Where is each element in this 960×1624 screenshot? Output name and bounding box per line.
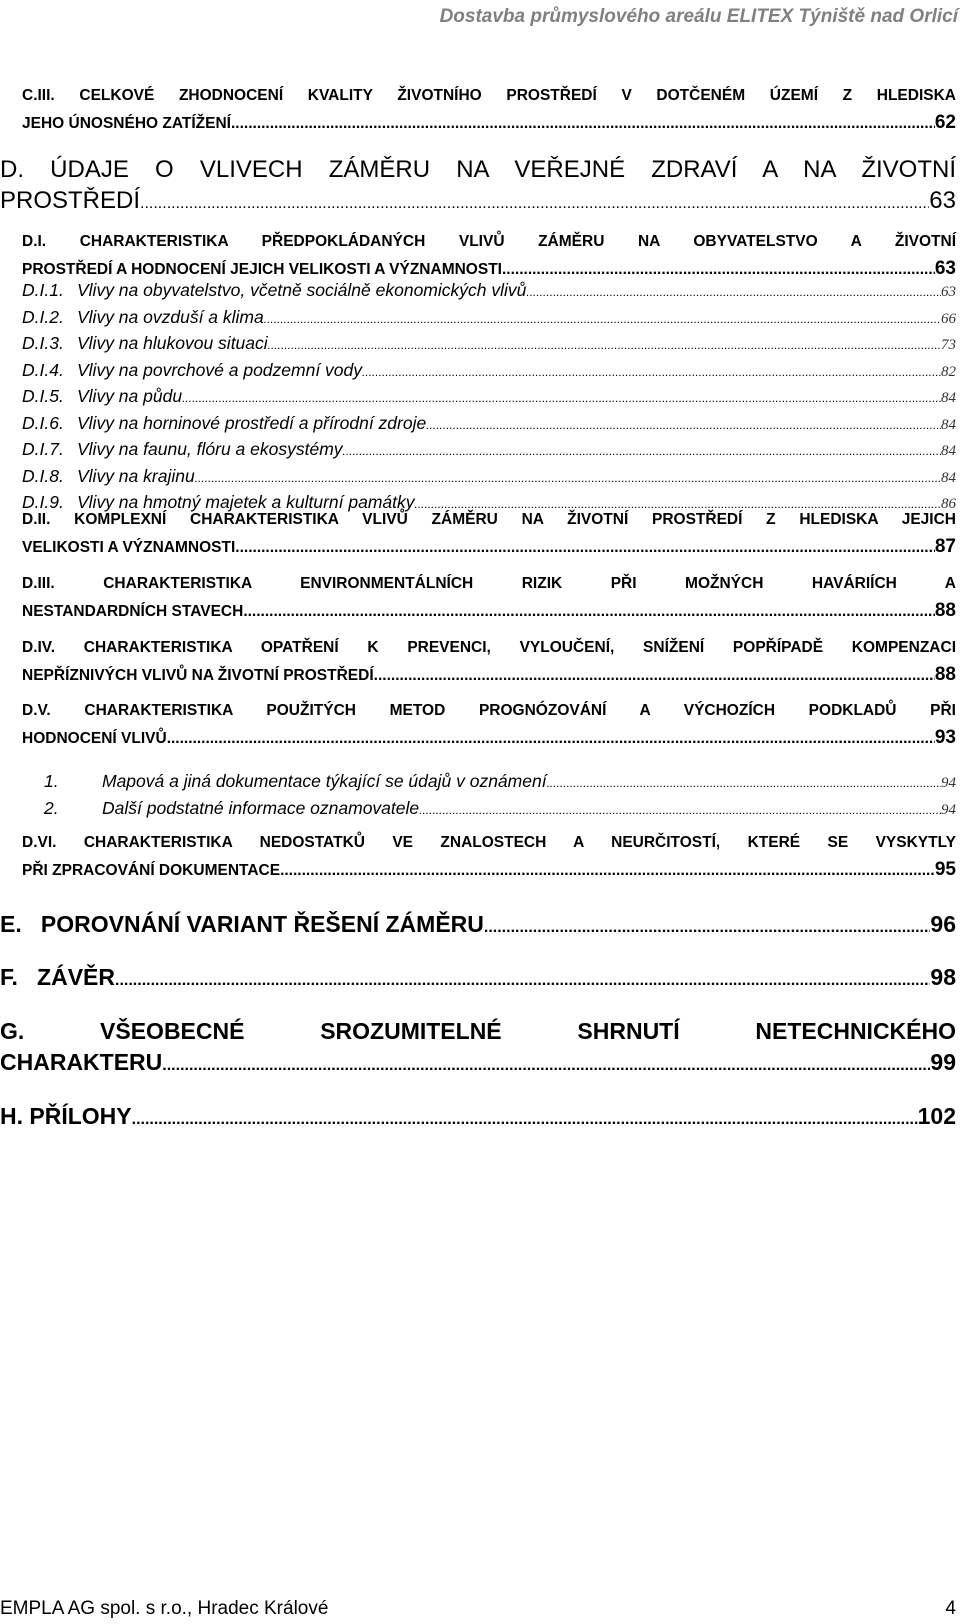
toc-entry-title: D.IV. CHARAKTERISTIKA OPATŘENÍ K PREVENCI, VYLOUČENÍ, SNÍŽENÍ POPŘÍPADĚ KOMPENZACI xyxy=(22,639,956,656)
page-footer xyxy=(0,1598,956,1620)
toc-subentry[interactable]: D.I.4. Vlivy na povrchové a podzemní vody ..... 82 xyxy=(22,358,956,385)
toc-entry-title: G. VŠEOBECNÉ SROZUMITELNÉ SHRNUTÍ NETECHNICKÉHO xyxy=(0,1018,956,1044)
toc-entry-leader xyxy=(22,724,956,752)
toc-entry-title: D.V. CHARAKTERISTIKA POUŽITÝCH METOD PROGNÓZOVÁNÍ A VÝCHOZÍCH PODKLADŮ PŘI xyxy=(22,702,956,719)
toc-entry-g[interactable] xyxy=(0,1016,956,1081)
toc-entry-d[interactable] xyxy=(0,154,956,219)
toc-subentry[interactable]: D.I.1. Vlivy na obyvatelstvo, včetně sociálně ekonomických vlivů ..... 63 xyxy=(22,278,956,305)
toc-page-number: 88 xyxy=(934,664,956,685)
toc-page-number: 88 xyxy=(934,600,956,621)
dot-leader xyxy=(132,1101,918,1135)
toc-entry-e[interactable] xyxy=(0,909,956,943)
toc-entry-title-cont: VELIKOSTI A VÝZNAMNOSTI xyxy=(22,539,236,556)
toc-entry-leader xyxy=(0,185,956,219)
toc-entry-title: D.III. CHARAKTERISTIKA ENVIRONMENTÁLNÍCH RIZIK PŘI MOŽNÝCH HAVÁRIÍCH A xyxy=(22,575,956,592)
dot-leader xyxy=(140,185,929,219)
toc-entry-title-cont: NESTANDARDNÍCH STAVECH xyxy=(22,603,244,620)
running-header: Dostavba průmyslového areálu ELITEX Týniště nad Orlicí xyxy=(439,6,958,27)
footer-page-number: 4 xyxy=(945,1598,956,1619)
dot-leader xyxy=(115,962,930,996)
toc-entry-title-cont: PŘI ZPRACOVÁNÍ DOKUMENTACE xyxy=(22,862,281,879)
toc-entry-leader xyxy=(22,597,956,625)
toc-subentry[interactable]: 1. Mapová a jiná dokumentace týkající se údajů v oznámení ..... 94 xyxy=(22,769,956,796)
toc-subentry[interactable]: D.I.5. Vlivy na půdu ..... 84 xyxy=(22,384,956,411)
toc-di-sublist xyxy=(22,278,956,517)
toc-entry-leader xyxy=(0,1101,956,1135)
dot-leader xyxy=(243,598,935,625)
toc-entry-diii[interactable] xyxy=(22,570,956,625)
dot-leader xyxy=(235,534,935,561)
toc-page-number: 99 xyxy=(930,1049,956,1075)
toc-entry-title: D. ÚDAJE O VLIVECH ZÁMĚRU NA VEŘEJNÉ ZDRAVÍ A NA ŽIVOTNÍ xyxy=(0,156,956,183)
toc-entry-leader xyxy=(22,533,956,561)
toc-entry-title-cont: JEHO ÚNOSNÉHO ZATÍŽENÍ xyxy=(22,115,231,132)
toc-page-number: 96 xyxy=(930,911,956,937)
toc-subentry[interactable]: D.I.7. Vlivy na faunu, flóru a ekosystémy ..... 84 xyxy=(22,437,956,464)
toc-entry-title-cont: CHARAKTERU xyxy=(0,1049,163,1075)
toc-subentry[interactable]: D.I.6. Vlivy na horninové prostředí a přírodní zdroje ..... 84 xyxy=(22,411,956,438)
toc-page-number: 93 xyxy=(934,727,956,748)
toc-subentry[interactable]: D.I.9. Vlivy na hmotný majetek a kulturní památky ..... 86 xyxy=(22,490,956,517)
toc-entry-leader xyxy=(22,109,956,137)
dot-leader xyxy=(231,110,935,137)
toc-entry-leader xyxy=(0,1047,956,1081)
toc-subentry[interactable]: D.I.8. Vlivy na krajinu ..... 84 xyxy=(22,464,956,491)
toc-entry-title-cont: PROSTŘEDÍ xyxy=(0,187,141,214)
toc-page-number: 63 xyxy=(929,187,956,214)
toc-page-number: 102 xyxy=(917,1103,956,1129)
toc-entry-leader xyxy=(0,962,956,996)
toc-entry-f[interactable] xyxy=(0,962,956,996)
toc-page-number: 87 xyxy=(934,536,956,557)
toc-entry-h[interactable] xyxy=(0,1101,956,1135)
toc-page-number: 63 xyxy=(934,258,956,279)
toc-entry-title: D.I. CHARAKTERISTIKA PŘEDPOKLÁDANÝCH VLIVŮ ZÁMĚRU NA OBYVATELSTVO A ŽIVOTNÍ xyxy=(22,233,956,250)
dot-leader xyxy=(280,857,935,884)
toc-page-number: 62 xyxy=(934,112,956,133)
dot-leader xyxy=(162,1047,930,1081)
toc-entry-title: H. PŘÍLOHY xyxy=(0,1103,132,1129)
toc-subentry[interactable]: D.I.3. Vlivy na hlukovou situaci ..... 73 xyxy=(22,331,956,358)
dot-leader xyxy=(484,909,931,943)
toc-entry-div[interactable] xyxy=(22,634,956,689)
toc-entry-leader xyxy=(22,856,956,884)
toc-entry-title-cont: NEPŘÍZNIVÝCH VLIVŮ NA ŽIVOTNÍ PROSTŘEDÍ xyxy=(22,667,374,684)
toc-entry-title-cont: HODNOCENÍ VLIVŮ xyxy=(22,730,167,747)
toc-subentry[interactable]: D.I.2. Vlivy na ovzduší a klima ..... 66 xyxy=(22,305,956,332)
toc-page-number: 95 xyxy=(934,859,956,880)
toc-entry-leader xyxy=(0,909,956,943)
footer-company: EMPLA AG spol. s r.o., Hradec Králové xyxy=(0,1598,329,1619)
toc-entry-dvi[interactable] xyxy=(22,829,956,884)
toc-entry-title-cont: PROSTŘEDÍ A HODNOCENÍ JEJICH VELIKOSTI A VÝZNAMNOSTI xyxy=(22,261,502,278)
toc-page-number: 98 xyxy=(930,964,956,990)
toc-dv-sublist xyxy=(22,769,956,822)
toc-entry-title: F. ZÁVĚR xyxy=(0,964,116,990)
dot-leader xyxy=(374,662,935,689)
toc-entry-ciii[interactable] xyxy=(22,82,956,137)
toc-entry-dv[interactable] xyxy=(22,697,956,752)
toc-subentry[interactable]: 2. Další podstatné informace oznamovatele ..... 94 xyxy=(22,796,956,823)
toc-entry-di[interactable] xyxy=(22,228,956,283)
toc-entry-title: C.III. CELKOVÉ ZHODNOCENÍ KVALITY ŽIVOTNÍHO PROSTŘEDÍ V DOTČENÉM ÚZEMÍ Z HLEDISKA xyxy=(22,87,956,104)
dot-leader xyxy=(167,725,935,752)
toc-entry-leader xyxy=(22,661,956,689)
toc-entry-title: E. POROVNÁNÍ VARIANT ŘEŠENÍ ZÁMĚRU xyxy=(0,911,484,937)
toc-entry-dii[interactable] xyxy=(22,506,956,561)
toc-entry-title: D.II. KOMPLEXNÍ CHARAKTERISTIKA VLIVŮ ZÁMĚRU NA ŽIVOTNÍ PROSTŘEDÍ Z HLEDISKA JEJICH xyxy=(22,511,956,528)
toc-entry-title: D.VI. CHARAKTERISTIKA NEDOSTATKŮ VE ZNALOSTECH A NEURČITOSTÍ, KTERÉ SE VYSKYTLY xyxy=(22,834,956,851)
